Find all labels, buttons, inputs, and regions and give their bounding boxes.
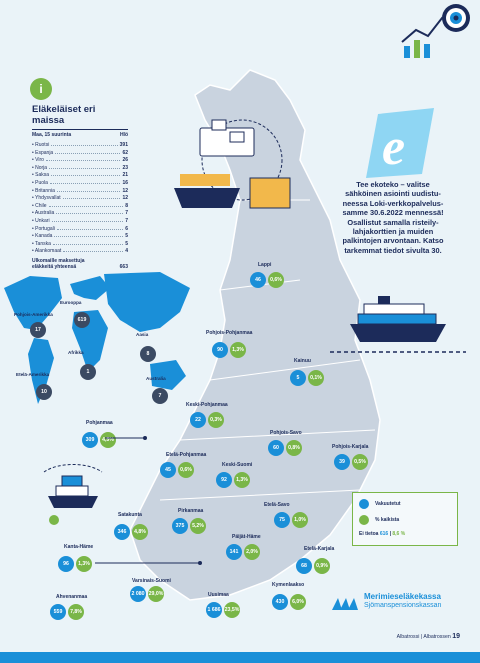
promo-line: samme 30.6.2022 mennessä!: [342, 208, 444, 218]
map-legend: [352, 492, 458, 546]
region-count-bubble: 141: [226, 544, 242, 560]
table-col-country: Maa, 15 suurinta: [32, 132, 72, 138]
region-pct-bubble: 1,3%: [230, 342, 246, 358]
table-row-value: 7: [125, 210, 128, 217]
region-label: Kymenlaakso: [272, 582, 305, 588]
legend-insured: Vakuutetut: [375, 501, 401, 507]
region-count-bubble: 346: [114, 524, 130, 540]
region-pct-bubble: 1,3%: [76, 556, 92, 572]
table-row-value: 12: [122, 195, 128, 202]
table-row-value: 7: [125, 218, 128, 224]
legend-unknown-count: 616: [379, 531, 389, 537]
region-label: Uusimaa: [208, 592, 229, 598]
legend-unknown-pct: 8,6 %: [392, 531, 406, 537]
region-pct-bubble: 5,2%: [190, 518, 206, 534]
logo-line2: Sjömanspensionskassan: [364, 602, 442, 609]
region-count-bubble: 75: [274, 512, 290, 528]
world-region-count: 10: [36, 384, 52, 400]
region-count-bubble: 2 080: [130, 586, 146, 602]
region-count-bubble: 22: [190, 412, 206, 428]
world-region-count: 7: [152, 388, 168, 404]
region-pct-bubble: 0,6%: [268, 272, 284, 288]
region-count-bubble: 5: [290, 370, 306, 386]
table-row-country: • Yhdysvallat: [32, 195, 61, 202]
table-row-value: 21: [122, 172, 128, 179]
region-label: Keski-Pohjanmaa: [186, 402, 228, 408]
region-pct-bubble: 7,8%: [68, 604, 84, 620]
page-footer: [397, 633, 460, 640]
table-row-value: 5: [125, 233, 128, 240]
region-label: Etelä-Karjala: [304, 546, 335, 552]
region-pct-bubble: 1,0%: [292, 512, 308, 528]
legend-unknown: Ei tietoa 616 | 8,6 %: [359, 531, 406, 537]
region-label: Kanta-Häme: [64, 544, 94, 550]
region-pct-bubble: 0,3%: [208, 412, 224, 428]
table-row-country: • Kanada: [32, 233, 53, 240]
region-count-bubble: 68: [296, 558, 312, 574]
region-label: Päijät-Häme: [232, 534, 261, 540]
table-row-country: • Chile: [32, 202, 47, 209]
table-row-country: • Ruotsi: [32, 142, 50, 148]
world-region-count: 8: [140, 346, 156, 362]
region-pct-bubble: 6,0%: [290, 594, 306, 610]
region-count-bubble: 45: [160, 462, 176, 478]
region-label: Varsinais-Suomi: [132, 578, 171, 584]
world-region-label: Pohjois-Amerikka: [14, 312, 53, 317]
region-count-bubble: 60: [268, 440, 284, 456]
bottom-band: [0, 652, 480, 663]
table-total-label-1: Ulkomaille maksettuja: [32, 258, 85, 264]
region-pct-bubble: 0,9%: [314, 558, 330, 574]
logo-line1: Merimieseläkekassa: [364, 592, 441, 601]
region-label: Lappi: [258, 262, 272, 268]
region-pct-bubble: 0,5%: [352, 454, 368, 470]
table-row-country: • Puola: [32, 180, 48, 186]
promo-line: tarkemmat tiedot sivulta 30.: [344, 245, 442, 255]
world-region-label: Aasia: [136, 332, 149, 337]
legend-pct: % kaikista: [375, 517, 400, 523]
table-row-value: 16: [122, 180, 128, 186]
table-row-value: 26: [122, 157, 128, 164]
legend-unknown-label: Ei tietoa: [359, 531, 379, 537]
table-row-value: 6: [125, 225, 128, 232]
table-row-country: • Portugali: [32, 225, 55, 232]
region-count-bubble: 96: [58, 556, 74, 572]
table-row-country: • Viro: [32, 157, 44, 164]
region-pct-bubble: 0,1%: [308, 370, 324, 386]
region-label: Pohjois-Savo: [270, 430, 302, 436]
promo-line: Tee ekoteko – valitse: [356, 180, 430, 189]
region-count-bubble: 46: [250, 272, 266, 288]
region-label: Ahvenanmaa: [56, 594, 88, 600]
table-row-country: • Saksa: [32, 172, 50, 179]
region-count-bubble: 39: [334, 454, 350, 470]
region-count-bubble: 309: [82, 432, 98, 448]
table-row-country: • Australia: [32, 210, 55, 217]
legend-green-dot: [359, 515, 369, 525]
svg-text:e: e: [382, 119, 406, 176]
region-label: Etelä-Savo: [264, 502, 290, 508]
logo-wave-icon: [330, 594, 360, 612]
world-region-count: 619: [74, 312, 90, 328]
region-label: Keski-Suomi: [222, 462, 253, 468]
table-row-value: 5: [125, 240, 128, 247]
table-title: Eläkeläiset eri maissa: [32, 104, 96, 126]
region-pct-bubble: 4,5%: [100, 432, 116, 448]
region-pct-bubble: 29,0%: [148, 586, 164, 602]
world-region-label: Eurooppa: [60, 300, 82, 305]
region-label: Etelä-Pohjanmaa: [166, 452, 207, 458]
world-region-label: Australia: [146, 376, 166, 381]
footer-text: Albatrossi | Albatrossen: [396, 634, 451, 640]
world-region-label: Afrikka: [68, 350, 84, 355]
table-row-value: 12: [122, 187, 128, 194]
region-label: Satakunta: [118, 512, 142, 518]
table-total-value: 663: [119, 264, 128, 270]
region-pct-bubble: 4,8%: [132, 524, 148, 540]
page-number: 19: [452, 633, 460, 640]
table-row-value: 23: [122, 164, 128, 171]
promo-line: Osallistut samalla risteily-: [347, 217, 439, 227]
region-count-bubble: 375: [172, 518, 188, 534]
region-count-bubble: 430: [272, 594, 288, 610]
table-row-country: • Alankomaat: [32, 248, 62, 255]
world-region-label: Etelä-Amerikka: [16, 372, 50, 377]
region-label: Kainuu: [294, 358, 311, 364]
region-label: Pirkanmaa: [178, 508, 204, 514]
table-row-value: 391: [119, 142, 128, 148]
region-pct-bubble: 1,3%: [234, 472, 250, 488]
promo-line: sähköinen asiointi uudistu-: [345, 189, 441, 199]
region-pct-bubble: 2,0%: [244, 544, 260, 560]
legend-blue-dot: [359, 499, 369, 509]
table-row-country: • Tanska: [32, 240, 51, 247]
world-region-count: 17: [30, 322, 46, 338]
table-col-count: Hlö: [119, 132, 128, 138]
table-row-country: • Britannia: [32, 187, 55, 194]
region-pct-bubble: 23,5%: [224, 602, 240, 618]
promo-line: neessa Loki-verkkopalvelus-: [342, 198, 444, 208]
region-count-bubble: 90: [212, 342, 228, 358]
table-row-value: 4: [125, 248, 128, 255]
region-count-bubble: 559: [50, 604, 66, 620]
region-label: Pohjanmaa: [86, 420, 113, 426]
info-icon: i: [30, 78, 52, 100]
world-region-count: 1: [80, 364, 96, 380]
table-row-country: • Unkari: [32, 218, 50, 224]
promo-line: palkintojen arvontaan. Katso: [342, 236, 444, 246]
region-count-bubble: 92: [216, 472, 232, 488]
table-row-value: 62: [122, 149, 128, 156]
table-row-country: • Norja: [32, 164, 48, 171]
table-row-country: • Espanja: [32, 149, 54, 156]
promo-line: lahjakorttien ja muiden: [352, 227, 434, 237]
region-pct-bubble: 0,6%: [178, 462, 194, 478]
region-count-bubble: 1 686: [206, 602, 222, 618]
table-total-label-2: eläkkeitä yhteensä: [32, 264, 77, 270]
region-pct-bubble: 0,8%: [286, 440, 302, 456]
region-label: Pohjois-Karjala: [332, 444, 369, 450]
region-label: Pohjois-Pohjanmaa: [206, 330, 253, 336]
table-row-value: 8: [125, 202, 128, 209]
